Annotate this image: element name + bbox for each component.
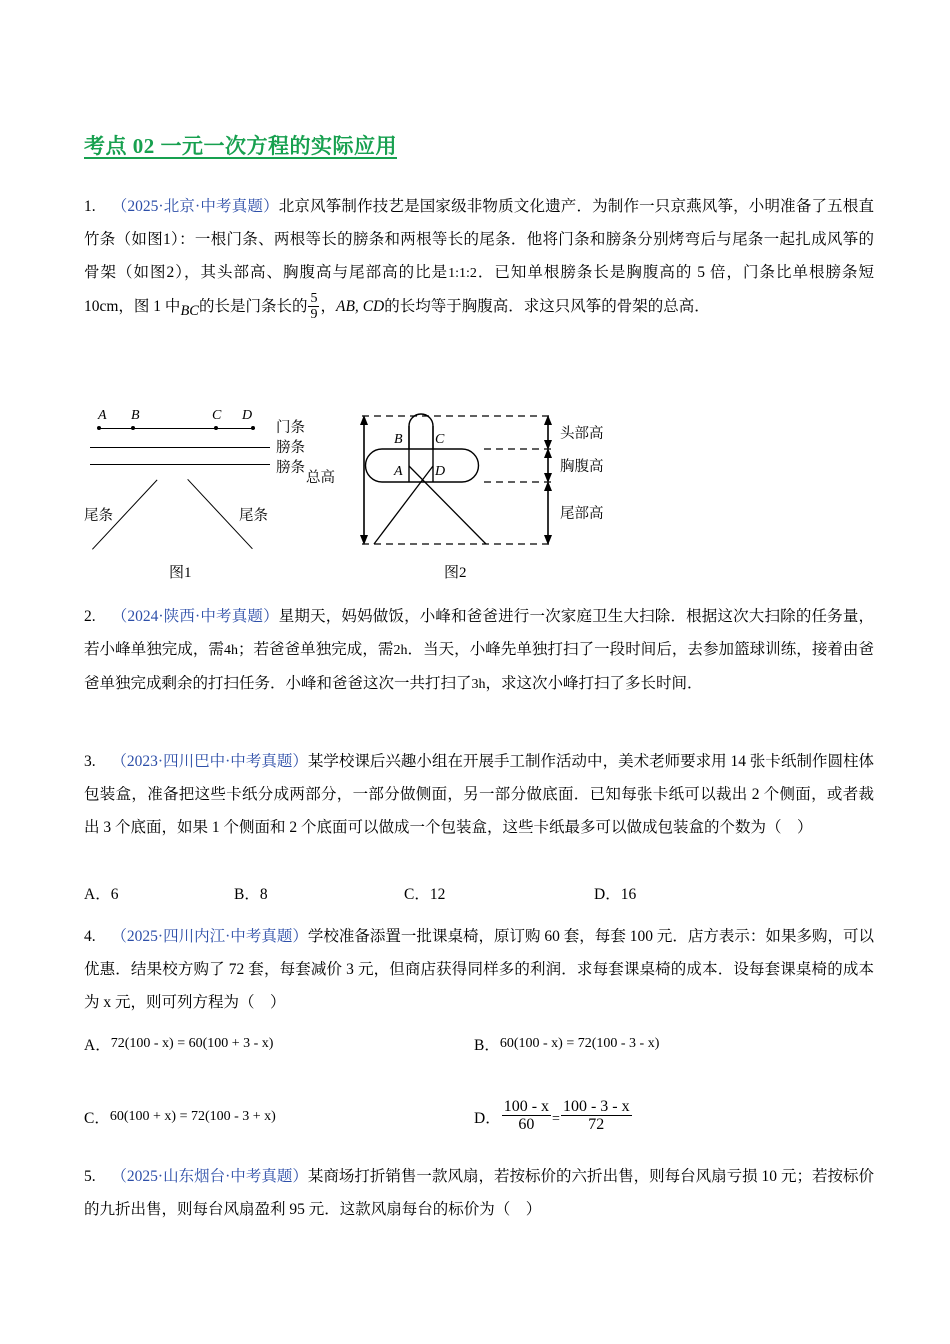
question-3-option-d[interactable] (594, 880, 636, 910)
figure1-dot-A (97, 426, 101, 430)
figures-container (84, 404, 644, 588)
option-d-label: D． (594, 886, 621, 903)
question-2-text-b: ；若爸爸单独完成，需 (237, 641, 394, 658)
figure2-label-body-height: 胸腹高 (560, 459, 604, 475)
question-1-segment-cd: CD (362, 298, 385, 315)
question-4-text: 学校准备添置一批课桌椅，原订购 60 套，每套 100 元．店方表示：如果多购，可以优惠．结果校方购了 72 套，每套减价 3 元，但商店获得同样多的利润．求每套课桌椅的成本．设每套课桌椅的成本为 x 元，则可列方程为（ ） (84, 928, 874, 1011)
question-4-option-a[interactable] (84, 1028, 474, 1061)
question-3-options (84, 880, 884, 910)
question-2-text-d: ，求这次小峰打扫了多长时间． (485, 675, 703, 692)
question-3-source: （2023·四川巴中·中考真题） (111, 753, 308, 770)
option-c-label: C． (84, 1110, 110, 1128)
question-1-fraction (308, 291, 319, 322)
figure1-men-tiao-line (99, 428, 255, 429)
figure1-point-B: B (131, 408, 140, 423)
figure2-point-A: A (394, 464, 403, 479)
question-2-value-1: 4h (223, 643, 238, 658)
option-b-formula: 60(100 - x) = 72(100 - 3 - x) (499, 1036, 660, 1051)
figure1-label-tail-left: 尾条 (84, 508, 113, 524)
figure1-label-bang-tiao-1: 膀条 (276, 440, 305, 456)
question-1 (84, 190, 874, 328)
question-3-option-c[interactable] (404, 880, 594, 910)
question-4-source: （2025·四川内江·中考真题） (111, 928, 308, 945)
option-a-label: A． (84, 886, 111, 903)
question-2-text-a: 星期天，妈妈做饭，小峰和爸爸进行一次家庭卫生大扫除．根据这次大扫除的任务量，若小峰单独完成，需 (84, 608, 874, 658)
option-d-fraction-right (561, 1098, 632, 1134)
question-4-option-c[interactable] (84, 1101, 474, 1134)
question-3-option-a[interactable] (84, 880, 234, 910)
question-4-options-row-2 (84, 1098, 884, 1134)
question-4-options-row-1 (84, 1028, 884, 1061)
figure1-dot-B (131, 426, 135, 430)
question-1-segment-ab: AB, (336, 298, 359, 315)
option-b-label: B． (234, 886, 260, 903)
option-b-value: 8 (259, 886, 268, 903)
figure1-dot-C (214, 426, 218, 430)
fraction-numerator: 5 (310, 290, 318, 306)
question-1-text-e: 的长均等于胸腹高．求这只风筝的骨架的总高． (384, 298, 710, 315)
question-4 (84, 920, 874, 1019)
question-3-option-b[interactable] (234, 880, 404, 910)
question-5-text: 某商场打折销售一款风扇，若按标价的六折出售，则每台风扇亏损 10 元；若按标价的九折出售，则每台风扇盈利 95 元．这款风扇每台的标价为（ ） (84, 1168, 874, 1218)
figure1-point-D: D (242, 408, 253, 423)
figure1-caption: 图1 (169, 565, 192, 581)
question-1-text-d: ， (320, 298, 336, 315)
option-c-formula: 60(100 + x) = 72(100 - 3 + x) (109, 1109, 276, 1125)
option-a-formula: 72(100 - x) = 60(100 + 3 - x) (110, 1036, 274, 1051)
figure1-label-men-tiao: 门条 (276, 420, 305, 436)
option-a-label: A． (84, 1037, 111, 1054)
question-1-number: 1. (84, 198, 96, 215)
figure1-bang-tiao-line-2 (90, 464, 270, 465)
question-5-source: （2025·山东烟台·中考真题） (111, 1168, 308, 1185)
fraction-numerator: 100 - x (503, 1098, 550, 1115)
figure-2 (306, 404, 644, 588)
figure2-point-B: B (394, 432, 403, 447)
page-title: 考点 02 一元一次方程的实际应用 (84, 134, 397, 158)
option-d-label: D． (474, 1110, 501, 1128)
option-b-label: B． (474, 1037, 500, 1054)
fraction-numerator: 100 - 3 - x (562, 1098, 630, 1115)
question-1-text-a: 北京风筝制作技艺是国家级非物质文化遗产．为制作一只京燕风筝，小明准备了五根直竹条（如图1）：一根门条、两根等长的膀条和两根等长的尾条．他将门条和膀条分别烤弯后与尾条一起扎成风筝的骨架（如图2），其头部高、胸腹高与尾部高的比是 (84, 198, 874, 281)
option-c-value: 12 (429, 886, 446, 903)
figure2-label-total-height: 总高 (306, 470, 335, 486)
question-1-ratio: 1:1:2 (448, 266, 477, 281)
option-a-value: 6 (110, 886, 119, 903)
figure-1 (84, 404, 344, 588)
question-2-source: （2024·陕西·中考真题） (111, 608, 279, 625)
question-4-option-d[interactable] (474, 1098, 633, 1134)
question-2-number: 2. (84, 608, 96, 625)
question-2-value-2: 2h (393, 643, 408, 658)
question-1-segment-bc: BC (180, 303, 199, 319)
figure2-label-tail-height: 尾部高 (560, 506, 604, 522)
figure1-point-A: A (98, 408, 107, 423)
fraction-denominator: 60 (502, 1115, 551, 1133)
option-c-label: C． (404, 886, 430, 903)
question-5-number: 5. (84, 1168, 96, 1185)
fraction-denominator: 72 (561, 1115, 632, 1133)
question-4-number: 4. (84, 928, 96, 945)
figure2-caption: 图2 (444, 565, 467, 581)
question-2-value-3: 3h (471, 677, 486, 692)
figure1-label-bang-tiao-2: 膀条 (276, 460, 305, 476)
question-1-text-b: ．已知单根膀条长是胸腹高的 5 倍，门条比单根膀条短 10cm，图 1 中 (84, 264, 874, 315)
figure1-bang-tiao-line-1 (90, 447, 270, 448)
figure2-point-C: C (435, 432, 445, 447)
question-1-source: （2025·北京·中考真题） (111, 198, 279, 215)
question-3-number: 3. (84, 753, 96, 770)
question-2 (84, 600, 874, 701)
fraction-denominator: 9 (310, 307, 318, 322)
figure2-label-head-height: 头部高 (560, 426, 604, 442)
figure2-point-D: D (435, 464, 446, 479)
figure1-label-tail-right: 尾条 (239, 508, 268, 524)
question-5 (84, 1160, 874, 1226)
option-d-value: 16 (620, 886, 637, 903)
question-1-text-c: 的长是门条长的 (198, 298, 308, 315)
question-2-text-c: ．当天，小峰先单独打扫了一段时间后，去参加篮球训练，接着由爸爸单独完成剩余的打扫任务．小峰和爸爸这次一共打扫了 (84, 641, 874, 692)
option-d-equals: = (552, 1111, 560, 1127)
option-d-fraction-left (502, 1098, 551, 1134)
question-4-option-b[interactable] (474, 1028, 659, 1061)
question-3 (84, 745, 874, 844)
figure1-dot-D (251, 426, 255, 430)
question-3-text: 某学校课后兴趣小组在开展手工制作活动中，美术老师要求用 14 张卡纸制作圆柱体包装盒，准备把这些卡纸分成两部分，一部分做侧面，另一部分做底面．已知每张卡纸可以裁出 2 个侧面，或者裁出 3 个底面，如果 1 个侧面和 2 个底面可以做成一个包装盒，这些卡纸最多可以做成包装盒的个数为（ ） (84, 753, 874, 836)
figure1-point-C: C (212, 408, 222, 423)
